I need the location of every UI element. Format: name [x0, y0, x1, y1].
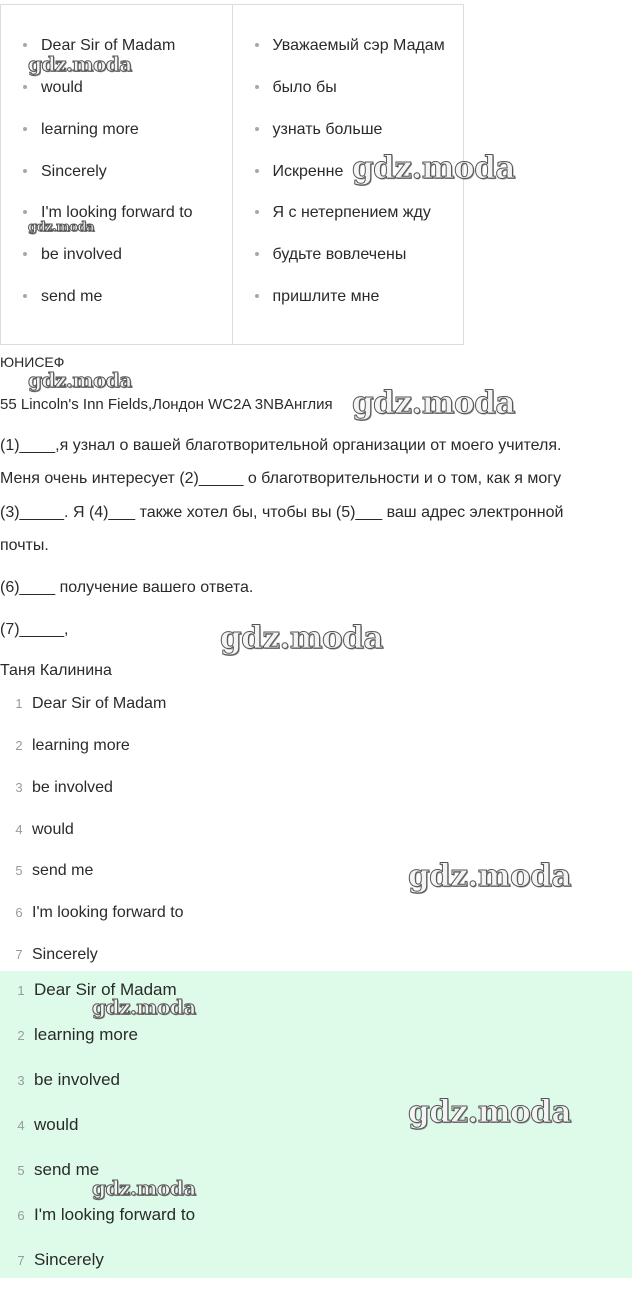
- bullet-icon: [23, 252, 27, 256]
- list-item: Dear Sir of Madam: [23, 36, 175, 56]
- list-item: будьте вовлечены: [255, 245, 407, 265]
- watermark: gdz.moda: [28, 52, 132, 76]
- letter-paragraph: (6)____ получение вашего ответа.: [0, 579, 254, 596]
- letter-paragraph-line: (1)____,я узнал о вашей благотворительной организации от моего учителя.: [0, 437, 562, 454]
- bullet-icon: [255, 294, 259, 298]
- bullet-icon: [255, 127, 259, 131]
- list-item: 4 would: [17, 1115, 79, 1134]
- watermark: gdz.moda: [352, 385, 515, 421]
- list-item: Уважаемый сэр Мадам: [255, 36, 445, 56]
- watermark: gdz.moda: [220, 620, 383, 656]
- list-item: I'm looking forward to: [23, 203, 193, 223]
- watermark: gdz.moda: [408, 1094, 571, 1130]
- list-item: Sincerely: [23, 162, 107, 182]
- list-item: 1 Dear Sir of Madam: [17, 980, 177, 999]
- bullet-icon: [23, 85, 27, 89]
- watermark: gdz.moda: [28, 220, 95, 235]
- letter-paragraph-line: (3)_____. Я (4)___ также хотел бы, чтобы вы (5)___ ваш адрес электронной: [0, 504, 564, 521]
- list-item: 3 be involved: [15, 779, 113, 796]
- letter-paragraph-line: почты.: [0, 537, 49, 554]
- watermark: gdz.moda: [92, 995, 196, 1019]
- watermark: gdz.moda: [28, 368, 132, 392]
- bullet-icon: [255, 210, 259, 214]
- letter-paragraph-line: Меня очень интересует (2)_____ о благотворительности и о том, как я могу: [0, 470, 562, 487]
- letter-closing: (7)_____,: [0, 621, 69, 638]
- list-item: было бы: [255, 78, 337, 98]
- bullet-icon: [23, 169, 27, 173]
- list-item: 6 I'm looking forward to: [15, 904, 184, 921]
- list-item: 5 send me: [17, 1160, 100, 1179]
- bullet-icon: [23, 127, 27, 131]
- bullet-icon: [255, 252, 259, 256]
- bullet-icon: [255, 85, 259, 89]
- list-item: 7 Sincerely: [17, 1250, 104, 1269]
- list-item: 6 I'm looking forward to: [17, 1205, 196, 1224]
- bullet-icon: [255, 169, 259, 173]
- list-item: send me: [23, 287, 102, 307]
- list-item: Искренне: [255, 162, 344, 182]
- letter-address: 55 Lincoln's Inn Fields,Лондон WC2A 3NBАнглия: [0, 396, 333, 413]
- list-item: 4 would: [15, 821, 74, 838]
- letter-recipient: ЮНИСЕФ: [0, 354, 65, 370]
- list-item: 3 be involved: [17, 1070, 121, 1089]
- watermark: gdz.moda: [352, 150, 515, 186]
- list-item: 2 learning more: [15, 737, 130, 754]
- bullet-icon: [23, 43, 27, 47]
- list-item: Я с нетерпением жду: [255, 203, 431, 223]
- list-item: be involved: [23, 245, 122, 265]
- list-item: 2 learning more: [17, 1025, 138, 1044]
- list-item: 5 send me: [15, 862, 94, 879]
- bullet-icon: [23, 210, 27, 214]
- bullet-icon: [23, 294, 27, 298]
- list-item: 7 Sincerely: [15, 946, 98, 963]
- letter-signature: Таня Калинина: [0, 662, 112, 679]
- list-item: learning more: [23, 120, 139, 140]
- list-item: 1 Dear Sir of Madam: [15, 695, 167, 712]
- list-item: would: [23, 78, 83, 98]
- watermark: gdz.moda: [408, 858, 571, 894]
- list-item: узнать больше: [255, 120, 383, 140]
- watermark: gdz.moda: [92, 1176, 196, 1200]
- bullet-icon: [255, 43, 259, 47]
- list-item: пришлите мне: [255, 287, 380, 307]
